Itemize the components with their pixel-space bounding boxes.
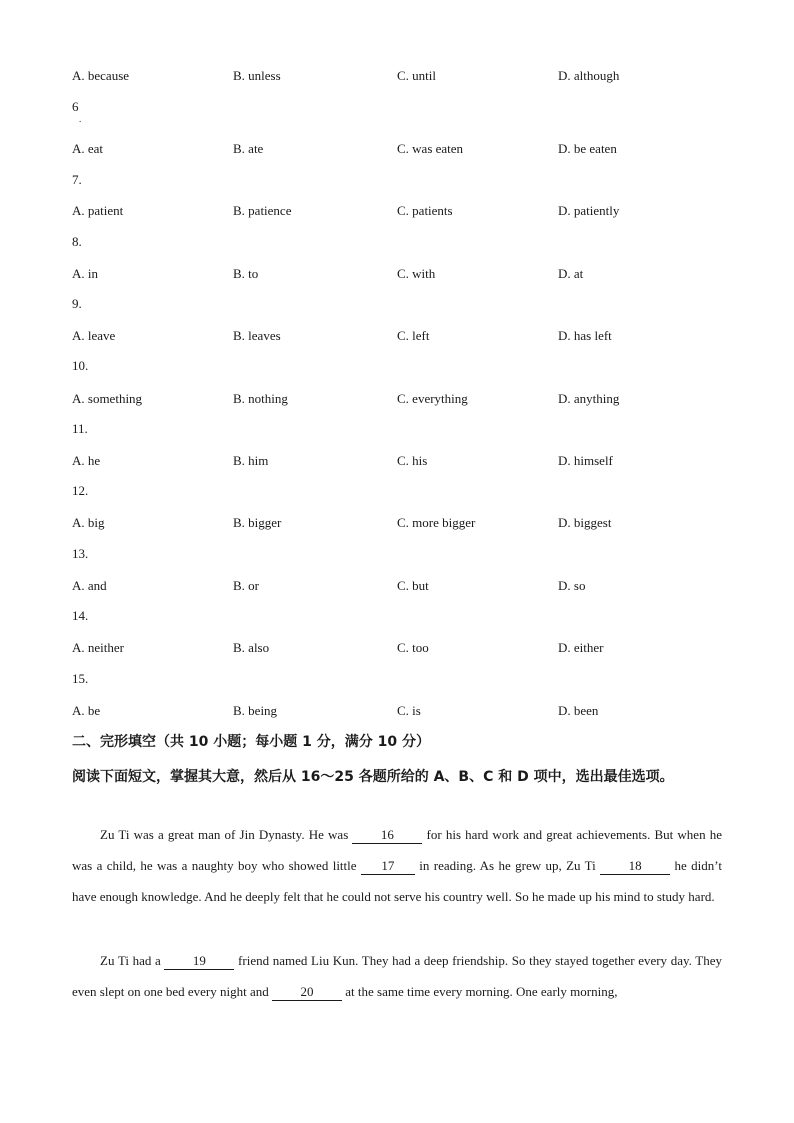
question-number-6: 6 . bbox=[72, 99, 82, 124]
option-a: A. neither bbox=[72, 640, 124, 655]
option-d: D. has left bbox=[558, 328, 612, 343]
option-a: A. eat bbox=[72, 141, 104, 156]
option-a: A. something bbox=[72, 391, 143, 406]
blank-17: 17 bbox=[361, 858, 415, 875]
option-d: D. biggest bbox=[558, 515, 612, 530]
blank-19: 19 bbox=[164, 953, 234, 970]
option-c: C. until bbox=[397, 68, 437, 83]
option-d: D. so bbox=[558, 578, 586, 593]
option-d: D. although bbox=[558, 68, 620, 83]
option-c: C. left bbox=[397, 328, 430, 343]
passage-paragraph-1 bbox=[72, 819, 722, 912]
option-b: B. to bbox=[233, 266, 259, 281]
option-d: D. been bbox=[558, 703, 599, 718]
option-c: C. is bbox=[397, 703, 421, 718]
option-d: D. at bbox=[558, 266, 584, 281]
passage-text: in reading. As he grew up, Zu Ti bbox=[414, 858, 601, 873]
blank-20: 20 bbox=[272, 984, 342, 1001]
options-row-12 bbox=[72, 514, 722, 532]
option-a: A. leave bbox=[72, 328, 116, 343]
question-number-7: 7. bbox=[72, 172, 82, 187]
option-b: B. or bbox=[233, 578, 259, 593]
option-b: B. nothing bbox=[233, 391, 288, 406]
option-d: D. himself bbox=[558, 453, 613, 468]
option-b: B. leaves bbox=[233, 328, 281, 343]
question-number-8: 8. bbox=[72, 234, 82, 249]
passage-text: he didn’t have enough knowledge. And he deeply felt that he could not serve his country well. So he made up his mind to study hard. bbox=[72, 858, 722, 904]
option-b: B. unless bbox=[233, 68, 281, 83]
passage-text: Zu Ti had a bbox=[100, 953, 165, 968]
option-a: A. because bbox=[72, 68, 130, 83]
question-number-9: 9. bbox=[72, 296, 82, 311]
question-number-13: 13. bbox=[72, 546, 89, 561]
options-row-5 bbox=[72, 67, 722, 85]
passage-paragraph-2 bbox=[72, 945, 722, 1007]
option-b: B. him bbox=[233, 453, 269, 468]
option-a: A. he bbox=[72, 453, 101, 468]
options-row-13 bbox=[72, 577, 722, 595]
question-number-12: 12. bbox=[72, 483, 89, 498]
option-c: C. patients bbox=[397, 203, 453, 218]
option-c: C. but bbox=[397, 578, 429, 593]
blank-18: 18 bbox=[600, 858, 670, 875]
option-d: D. either bbox=[558, 640, 604, 655]
options-row-14 bbox=[72, 639, 722, 657]
option-b: B. bigger bbox=[233, 515, 282, 530]
question-number-15: 15. bbox=[72, 671, 89, 686]
option-c: C. too bbox=[397, 640, 429, 655]
options-row-9 bbox=[72, 327, 722, 345]
option-b: B. being bbox=[233, 703, 278, 718]
options-row-15 bbox=[72, 702, 722, 720]
options-row-11 bbox=[72, 452, 722, 470]
question-number-11: 11. bbox=[72, 421, 88, 436]
option-b: B. ate bbox=[233, 141, 264, 156]
passage-text: friend named Liu Kun. They had a deep friendship. So they stayed together every day. They even slept on one bed every night and bbox=[72, 953, 722, 999]
section-instructions: 阅读下面短文，掌握其大意，然后从 16～25 各题所给的 A、B、C 和 D 项中，选出最佳选项。 bbox=[72, 769, 674, 785]
option-d: D. anything bbox=[558, 391, 620, 406]
option-c: C. everything bbox=[397, 391, 468, 406]
option-a: A. and bbox=[72, 578, 107, 593]
option-b: B. patience bbox=[233, 203, 292, 218]
options-row-6 bbox=[72, 140, 722, 158]
option-a: A. be bbox=[72, 703, 101, 718]
options-row-10 bbox=[72, 390, 722, 408]
question-number-10: 10. bbox=[72, 358, 89, 373]
section-title: 二、完形填空（共 10 小题；每小题 1 分，满分 10 分） bbox=[72, 734, 430, 750]
question-number-dot: . bbox=[79, 114, 82, 124]
passage-text: at the same time every morning. One early morning, bbox=[342, 984, 618, 999]
options-row-7 bbox=[72, 202, 722, 220]
option-a: A. patient bbox=[72, 203, 124, 218]
option-b: B. also bbox=[233, 640, 270, 655]
option-c: C. with bbox=[397, 266, 436, 281]
option-a: A. big bbox=[72, 515, 105, 530]
option-c: C. his bbox=[397, 453, 428, 468]
question-number-14: 14. bbox=[72, 608, 89, 623]
passage-text: Zu Ti was a great man of Jin Dynasty. He was bbox=[100, 827, 353, 842]
passage-text: for his hard work and great achievements. But when he was a child, he was a naughty boy who showed little bbox=[72, 827, 722, 873]
option-a: A. in bbox=[72, 266, 98, 281]
option-d: D. be eaten bbox=[558, 141, 617, 156]
option-c: C. more bigger bbox=[397, 515, 476, 530]
options-row-8 bbox=[72, 265, 722, 283]
option-d: D. patiently bbox=[558, 203, 620, 218]
option-c: C. was eaten bbox=[397, 141, 464, 156]
blank-16: 16 bbox=[352, 827, 422, 844]
